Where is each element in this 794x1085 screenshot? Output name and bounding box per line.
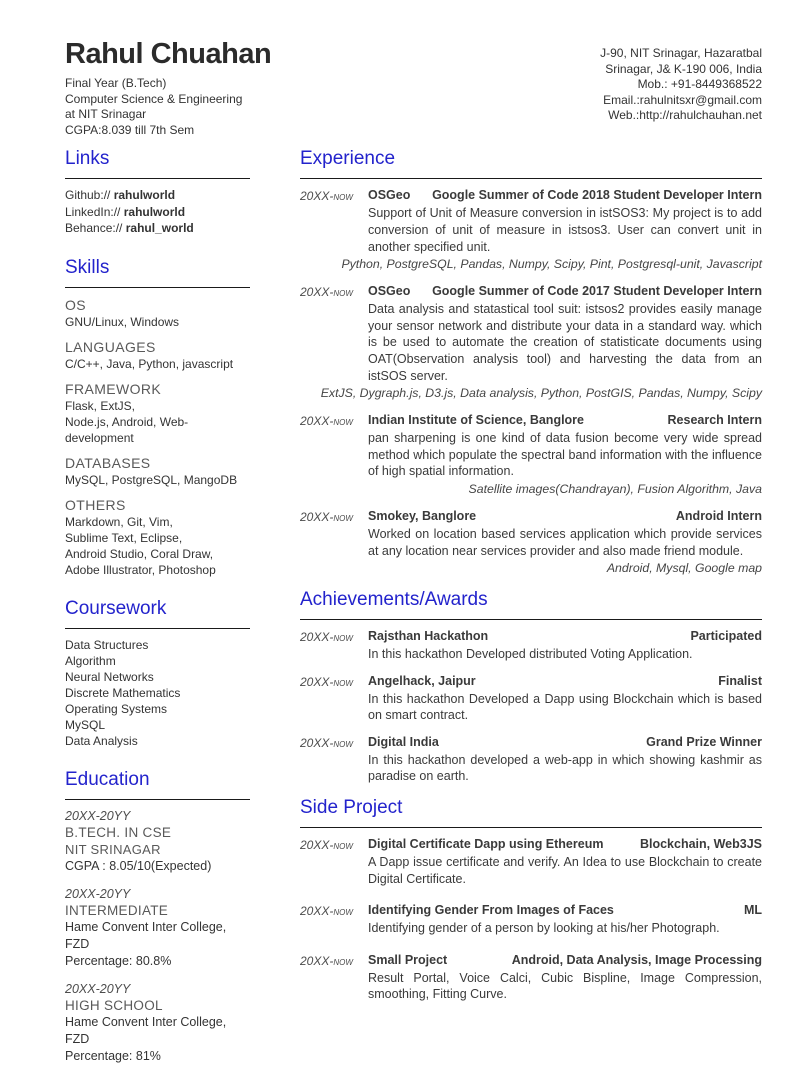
contact-website-link[interactable]: Web.:http://rahulchauhan.net [608, 108, 762, 123]
skill-line: C/C++, Java, Python, javascript [65, 356, 234, 371]
entry-org: OSGeo [368, 284, 411, 299]
education-detail: Percentage: 80.8% [65, 953, 172, 968]
section-links [65, 148, 250, 237]
section-achievements [300, 589, 762, 785]
experience-entry [300, 187, 762, 273]
section-rule [300, 619, 762, 620]
link-prefix: Behance:// [65, 221, 123, 236]
section-rule [300, 827, 762, 828]
course-item: Algorithm [65, 653, 116, 668]
project-name: Small Project [368, 952, 448, 967]
coursework-section-title: Coursework [65, 597, 167, 619]
education-section-title: Education [65, 768, 150, 790]
link-linkedin[interactable] [65, 204, 250, 221]
skill-line: MySQL, PostgreSQL, MangoDB [65, 472, 238, 487]
skill-group-label-os: OS [65, 296, 87, 313]
entry-tags: ExtJS, Dygraph.js, D3.js, Data analysis, Python, PostGIS, Pandas, Numpy, Scipy [320, 386, 762, 401]
contact-address-line1: J-90, NIT Srinagar, Hazaratbal [600, 46, 762, 60]
section-coursework [65, 598, 250, 749]
skill-group-label-framework: FRAMEWORK [65, 380, 162, 397]
entry-tags: Android, Mysql, Google map [606, 561, 762, 576]
link-prefix: Github:// [65, 188, 111, 203]
course-item: Discrete Mathematics [65, 685, 181, 700]
education-school: NIT SRINAGAR [65, 841, 161, 857]
section-skills [65, 257, 250, 578]
education-period: 20XX-20YY [65, 808, 131, 823]
entry-org: Smokey, Banglore [368, 508, 477, 523]
skill-group-label-languages: LANGUAGES [65, 338, 156, 355]
entry-period: 20XX-now [300, 953, 353, 968]
entry-tags: Satellite images(Chandrayan), Fusion Algorithm, Java [468, 481, 762, 496]
entry-role: Android Intern [675, 508, 762, 523]
page-title: Rahul Chuahan [65, 38, 272, 70]
achievement-name: Rajsthan Hackathon [368, 629, 489, 644]
achievement-name: Angelhack, Jaipur [368, 673, 476, 688]
entry-period: 20XX-now [300, 189, 353, 204]
education-detail: Percentage: 81% [65, 1048, 161, 1063]
skill-line: Android Studio, Coral Draw, [65, 546, 214, 561]
achievement-status: Finalist [718, 673, 762, 688]
project-name: Digital Certificate Dapp using Ethereum [368, 837, 604, 852]
skill-line: GNU/Linux, Windows [65, 314, 180, 329]
education-school: Hame Convent Inter College, FZD [65, 1014, 227, 1046]
subtitle-line: Final Year (B.Tech) [65, 76, 167, 90]
skill-line: Markdown, Git, Vim, [65, 514, 173, 529]
link-behance[interactable] [65, 220, 250, 237]
entry-period: 20XX-now [300, 285, 353, 300]
entry-role: Google Summer of Code 2017 Student Developer Intern [432, 284, 762, 299]
skill-line: Flask, ExtJS, [65, 398, 136, 413]
course-item: Data Analysis [65, 733, 138, 748]
section-rule [65, 287, 250, 288]
section-rule [300, 178, 762, 179]
achievement-name: Digital India [368, 734, 439, 749]
section-rule [65, 799, 250, 800]
entry-period: 20XX-now [300, 414, 353, 429]
entry-description: A Dapp issue certificate and verify. An Idea to use Blockchain to create Digital Certificate. [368, 855, 762, 886]
links-section-title: Links [65, 148, 110, 170]
course-item: Neural Networks [65, 669, 154, 684]
entry-period: 20XX-now [300, 509, 353, 524]
project-tech: Blockchain, Web3JS [639, 837, 762, 852]
entry-org: Indian Institute of Science, Banglore [368, 413, 585, 428]
achievement-status: Grand Prize Winner [646, 734, 762, 749]
main-column [300, 148, 762, 1085]
section-rule [65, 628, 250, 629]
entry-description: Result Portal, Voice Calci, Cubic Bispline, Image Compression, smoothing, Fitting Curve. [368, 970, 762, 1002]
experience-section-title: Experience [300, 148, 396, 170]
section-experience [300, 148, 762, 577]
entry-org: OSGeo [368, 188, 411, 203]
achievements-section-title: Achievements/Awards [300, 589, 488, 611]
subtitle-line: CGPA:8.039 till 7th Sem [65, 122, 195, 137]
education-period: 20XX-20YY [65, 981, 131, 996]
experience-entry [300, 283, 762, 402]
entry-description: Support of Unit of Measure conversion in istSOS3: My project is to add conversion of unit of measure in istsos3. User can convert unit in another specified unit. [368, 206, 762, 254]
education-entry [65, 886, 250, 970]
side-project-entry [300, 836, 762, 887]
entry-period: 20XX-now [300, 735, 353, 750]
side-project-entry [300, 952, 762, 1003]
skill-line: Node.js, Android, Web-development [65, 414, 189, 445]
entry-description: Worked on location based services application which provide services at any location near services provider and also made friend module. [368, 526, 762, 558]
link-value: rahulworld [113, 188, 176, 203]
section-rule [65, 178, 250, 179]
education-school: Hame Convent Inter College, FZD [65, 919, 227, 951]
entry-role: Research Intern [667, 413, 762, 428]
sidebar [65, 148, 250, 1085]
experience-entry [300, 508, 762, 577]
entry-period: 20XX-now [300, 674, 353, 689]
content-columns [65, 148, 762, 1085]
skill-line: Adobe Illustrator, Photoshop [65, 562, 216, 577]
skill-line: Sublime Text, Eclipse, [65, 530, 183, 545]
identity-block [65, 38, 271, 138]
side-project-entry [300, 902, 762, 937]
side-projects-section-title: Side Project [300, 797, 403, 819]
section-side-projects [300, 797, 762, 1003]
section-education [65, 769, 250, 1065]
education-entry [65, 808, 250, 875]
experience-entry [300, 412, 762, 498]
achievement-entry [300, 628, 762, 663]
subtitle-line: Computer Science & Engineering [65, 91, 243, 106]
education-degree: B.TECH. IN CSE [65, 824, 172, 840]
education-entry [65, 981, 250, 1065]
link-value: rahul_world [125, 221, 194, 236]
achievement-status: Participated [690, 629, 762, 644]
subtitle-line: at NIT Srinagar [65, 107, 147, 122]
entry-description: In this hackathon Developed a Dapp using Blockchain which is based on smart contract. [368, 691, 762, 723]
project-name: Identifying Gender From Images of Faces [368, 903, 614, 918]
skill-group-label-others: OTHERS [65, 496, 126, 513]
link-prefix: LinkedIn:// [65, 204, 121, 219]
skill-group-label-databases: DATABASES [65, 454, 151, 471]
course-item: Operating Systems [65, 701, 168, 716]
contact-mobile: Mob.: +91-8449368522 [637, 77, 762, 92]
entry-period: 20XX-now [300, 838, 353, 853]
entry-description: In this hackathon Developed distributed Voting Application. [368, 647, 693, 662]
education-entries [65, 808, 250, 1065]
entry-description: Identifying gender of a person by looking at his/her Photograph. [368, 921, 720, 936]
achievement-entry [300, 673, 762, 724]
project-tech: ML [743, 903, 762, 918]
achievement-entry [300, 734, 762, 785]
entry-tags: Python, PostgreSQL, Pandas, Numpy, Scipy, Pint, Postgresql-unit, Javascript [341, 257, 762, 272]
education-detail: CGPA : 8.05/10(Expected) [65, 858, 212, 873]
contact-info [600, 38, 762, 138]
contact-address-line2: Srinagar, J& K-190 006, India [605, 61, 762, 76]
education-period: 20XX-20YY [65, 886, 131, 901]
link-github[interactable] [65, 187, 250, 204]
education-degree: HIGH SCHOOL [65, 997, 163, 1013]
entry-description: In this hackathon developed a web-app in which showing kashmir as paradise on earth. [368, 752, 762, 784]
education-degree: INTERMEDIATE [65, 902, 169, 918]
contact-email-link[interactable]: Email.:rahulnitsxr@gmail.com [603, 92, 762, 107]
entry-period: 20XX-now [300, 630, 353, 645]
project-tech: Android, Data Analysis, Image Processing [511, 952, 762, 967]
entry-description: pan sharpening is one kind of data fusion become very wide spread method which populate the spectral band information with the influence of high spatial information. [368, 431, 762, 479]
skills-section-title: Skills [65, 256, 110, 278]
course-item: Data Structures [65, 637, 149, 652]
course-item: MySQL [65, 717, 106, 732]
entry-period: 20XX-now [300, 904, 353, 919]
header [65, 38, 762, 138]
entry-role: Google Summer of Code 2018 Student Developer Intern [432, 188, 762, 203]
entry-description: Data analysis and statastical tool suit: istsos2 provides easily manage your sensor network and distribute your data in a standard way. which is be used to automate the creation of statisticate documents using OAT(Observation analysis tool) and harvesting the data from an istSOS server. [368, 302, 762, 383]
link-value: rahulworld [123, 204, 186, 219]
